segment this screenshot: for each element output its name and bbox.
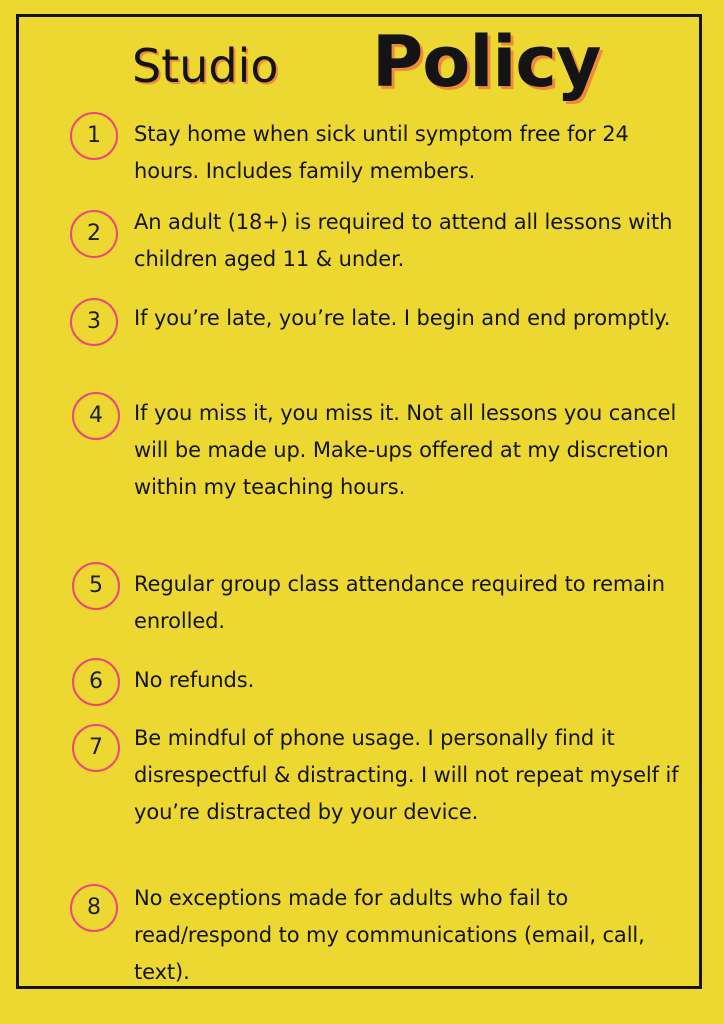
policy-text-7: Be mindful of phone usage. I personally find it disrespectful & distracting. I will not repeat myself if you’re distracted by your device. xyxy=(134,726,679,824)
policy-number-3: 3 xyxy=(70,298,118,346)
policy-number-2: 2 xyxy=(70,210,118,258)
policy-text-3: If you’re late, you’re late. I begin and end promptly. xyxy=(134,306,671,330)
policy-number-7: 7 xyxy=(72,724,120,772)
policy-number-5: 5 xyxy=(72,562,120,610)
policy-text-5: Regular group class attendance required to remain enrolled. xyxy=(134,572,665,633)
policy-text-2: An adult (18+) is required to attend all lessons with children aged 11 & under. xyxy=(134,210,673,271)
policy-number-1: 1 xyxy=(70,112,118,160)
policy-text-4: If you miss it, you miss it. Not all lessons you cancel will be made up. Make-ups offered at my discretion within my teaching hours. xyxy=(134,401,677,499)
policy-text-8: No exceptions made for adults who fail to read/respond to my communications (email, call, text). xyxy=(134,886,645,984)
title-word-studio: Studio xyxy=(132,39,279,93)
policy-text-6: No refunds. xyxy=(134,668,255,692)
policy-number-4: 4 xyxy=(72,392,120,440)
title-word-policy: Policy xyxy=(372,21,601,103)
policy-text-1: Stay home when sick until symptom free for 24 hours. Includes family members. xyxy=(134,122,629,183)
policy-number-8: 8 xyxy=(70,884,118,932)
page-title xyxy=(0,21,724,106)
policy-number-6: 6 xyxy=(72,658,120,706)
